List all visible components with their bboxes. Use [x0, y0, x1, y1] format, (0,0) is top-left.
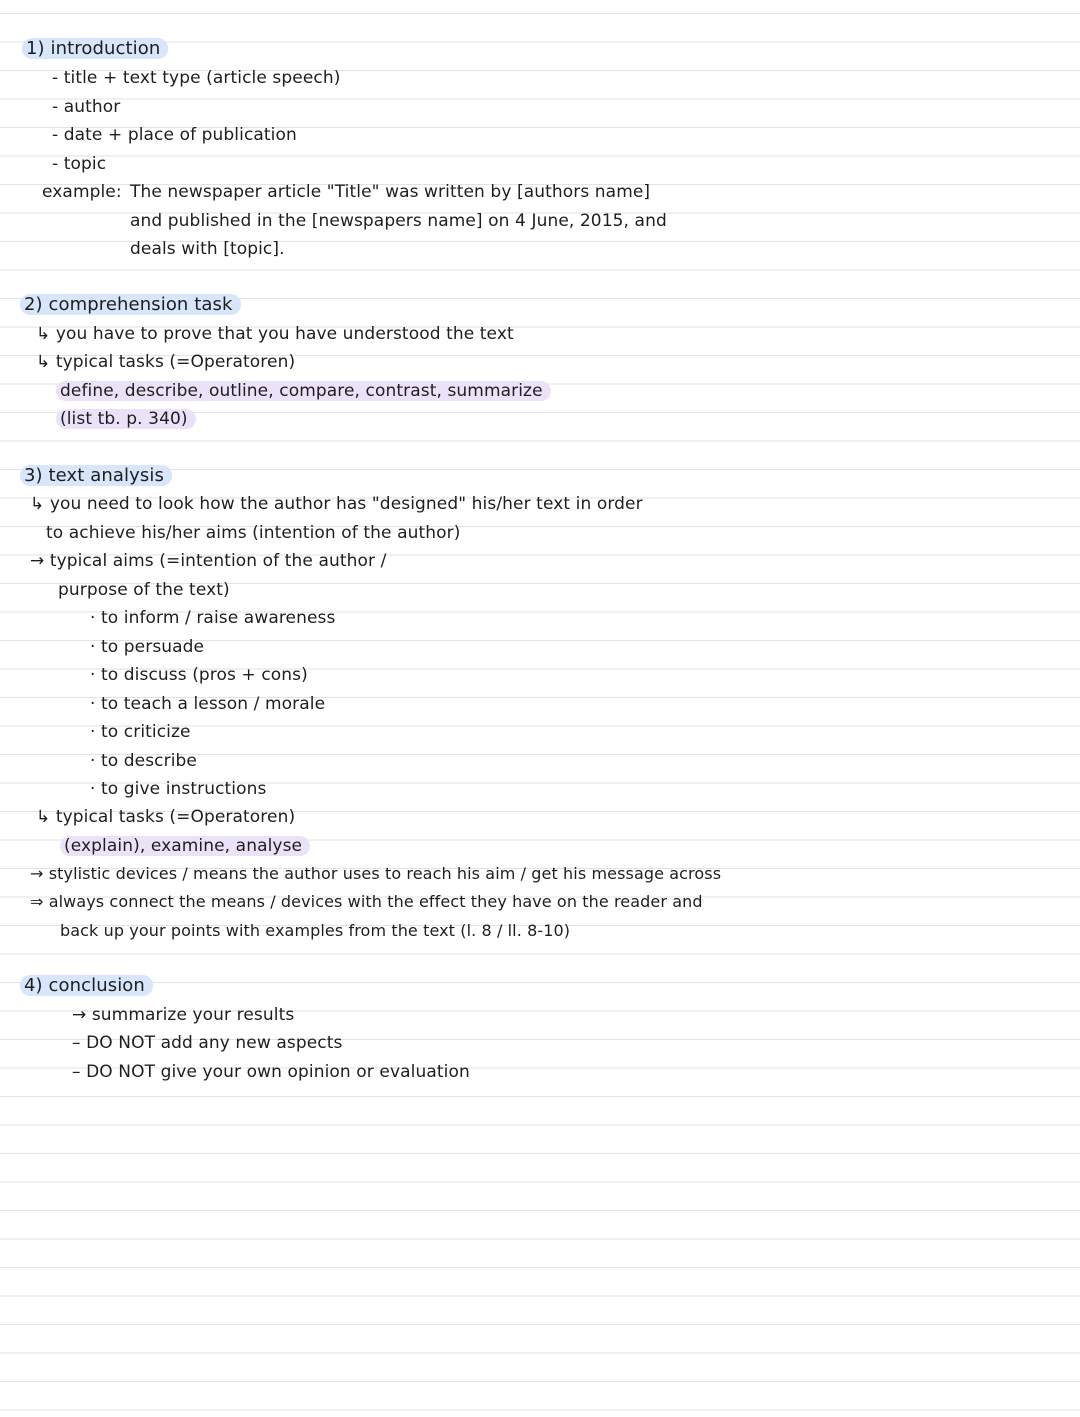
example-line: and published in the [newspapers name] on 4 June, 2015, and: [130, 211, 667, 231]
intro-item: - title + text type (article speech): [52, 68, 341, 88]
aim-item: · to persuade: [90, 637, 205, 657]
comprehension-line: ↳ typical tasks (=Operatoren): [36, 352, 296, 372]
analysis-intro-line: → typical aims (=intention of the author /: [30, 551, 387, 571]
example-line: deals with [topic].: [130, 239, 285, 259]
analysis-intro-line: to achieve his/her aims (intention of the author): [46, 523, 461, 543]
conclusion-item: → summarize your results: [72, 1005, 295, 1025]
section-heading-conclusion: 4) conclusion: [20, 975, 153, 997]
comprehension-operators: define, describe, outline, compare, contrast, summarize: [56, 380, 551, 402]
aim-item: · to criticize: [90, 722, 191, 742]
aim-item: · to inform / raise awareness: [90, 608, 336, 628]
section-heading-introduction: 1) introduction: [22, 38, 168, 60]
devices-line: ⇒ always connect the means / devices with the effect they have on the reader and: [30, 892, 703, 911]
comprehension-reference: (list tb. p. 340): [56, 408, 196, 430]
section-heading-comprehension: 2) comprehension task: [20, 294, 241, 316]
aim-item: · to teach a lesson / morale: [90, 694, 326, 714]
aim-item: · to describe: [90, 751, 197, 771]
analysis-intro-line: purpose of the text): [58, 580, 230, 600]
analysis-intro-line: ↳ you need to look how the author has "designed" his/her text in order: [30, 494, 643, 514]
conclusion-item: – DO NOT add any new aspects: [72, 1033, 343, 1053]
devices-line: back up your points with examples from the text (l. 8 / ll. 8-10): [60, 921, 571, 940]
example-label: example:: [42, 182, 122, 202]
analysis-tasks-line: ↳ typical tasks (=Operatoren): [36, 807, 296, 827]
example-line: The newspaper article "Title" was written by [authors name]: [130, 182, 651, 202]
comprehension-line: ↳ you have to prove that you have understood the text: [36, 324, 514, 344]
conclusion-item: – DO NOT give your own opinion or evaluation: [72, 1062, 470, 1082]
intro-item: - date + place of publication: [52, 125, 297, 145]
aim-item: · to discuss (pros + cons): [90, 665, 308, 685]
devices-line: → stylistic devices / means the author uses to reach his aim / get his message across: [30, 864, 722, 883]
intro-item: - topic: [52, 154, 107, 174]
analysis-operators: (explain), examine, analyse: [60, 835, 310, 857]
section-heading-text-analysis: 3) text analysis: [20, 465, 172, 487]
intro-item: - author: [52, 97, 121, 117]
aim-item: · to give instructions: [90, 779, 267, 799]
